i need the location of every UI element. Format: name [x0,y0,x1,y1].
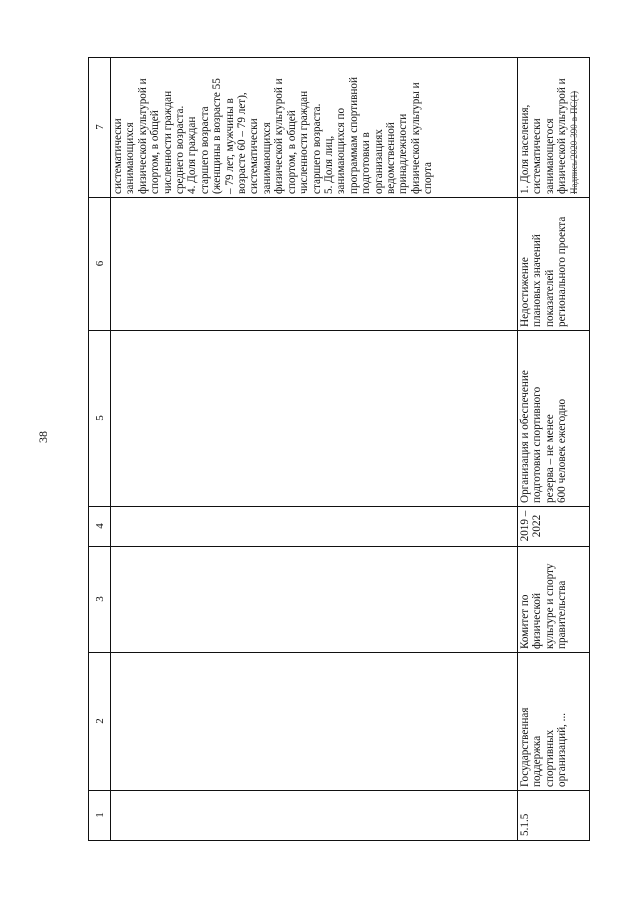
text-line: 5. Доля лиц, [322,135,335,194]
text-line: среднего возраста. [174,105,187,194]
row-515-col7-text [518,57,590,197]
text-line: Организация и обеспечение [519,370,531,503]
text-line: Недостижение [519,257,531,327]
header-col-4: 4 [94,523,106,529]
row-515-number: 5.1.5 [519,813,531,836]
header-col-3: 3 [94,596,106,602]
header-col-5: 5 [94,415,106,421]
text-line: (женщины в возрасте 55 [211,78,224,194]
text-line: резерва – не менее [543,414,556,503]
text-line: подготовки спортивного [531,386,544,503]
header-col-2: 2 [94,718,106,724]
row-515-col6-text [518,197,590,330]
text-line: подготовки в [360,132,373,194]
text-line: организаций, ... [556,712,569,787]
text-line: занимающихся [124,122,137,194]
text-line: систематически [248,118,261,194]
text-line: спортивных [543,729,556,787]
row-515-col3-text [518,546,590,652]
text-line: физической культурой и [273,78,286,194]
text-line: плановых значений [531,234,544,327]
text-line: Государственная [519,707,531,787]
text-line: занимающихся по [335,107,348,194]
text-line: физической культурой и [136,78,149,194]
text-line: поддержка [531,735,544,787]
text-line: правительства [556,580,569,649]
continuation-col7-text [111,57,517,197]
text-line: 600 человек ежегодно [556,398,569,503]
text-line: программам спортивной [347,77,360,194]
text-line: спорта [422,162,435,194]
text-line: систематически [531,118,544,194]
text-line: физической культуры и [409,82,422,194]
text-line: физической [531,593,544,649]
text-line: занимающихся [260,122,273,194]
text-line: 2019 – [519,510,531,542]
text-line: 2022 [531,514,544,538]
text-line: показателей [543,269,556,327]
text-line: физической культурой и [556,78,569,194]
text-line: численности граждан [298,90,311,194]
text-line: Надпись/2020-390-в-ПС(1) [568,90,579,194]
text-line: занимающегося [543,118,556,194]
text-line: регионального проекта [556,216,569,327]
text-line: систематически [112,118,124,194]
text-line: 1. Доля населения, [519,104,531,194]
header-col-6: 6 [94,260,106,267]
header-col-7: 7 [94,124,106,130]
text-line: старшего возраста [198,106,211,194]
text-line: старшего возраста. [310,103,323,194]
text-line: 4. Доля граждан [186,116,199,194]
text-line: возрасте 60 – 79 лет), [236,92,249,194]
header-col-1: 1 [94,812,106,818]
text-line: – 79 лет, мужчины в [223,98,236,194]
text-line: численности граждан [161,90,174,194]
text-line: Комитет по [519,594,531,649]
row-515-col2-text [518,652,590,790]
text-line: принадлежности [397,113,410,194]
text-line: ведомственной [384,122,397,194]
text-line: культуре и спорту [543,563,556,649]
text-line: спортом, в общей [149,110,162,194]
row-515-col4-text [518,506,590,546]
text-line: организациях [372,129,385,194]
text-line: спортом, в общей [285,110,298,194]
row-515-col5-text [518,330,590,506]
page-number: 38 [36,431,50,443]
